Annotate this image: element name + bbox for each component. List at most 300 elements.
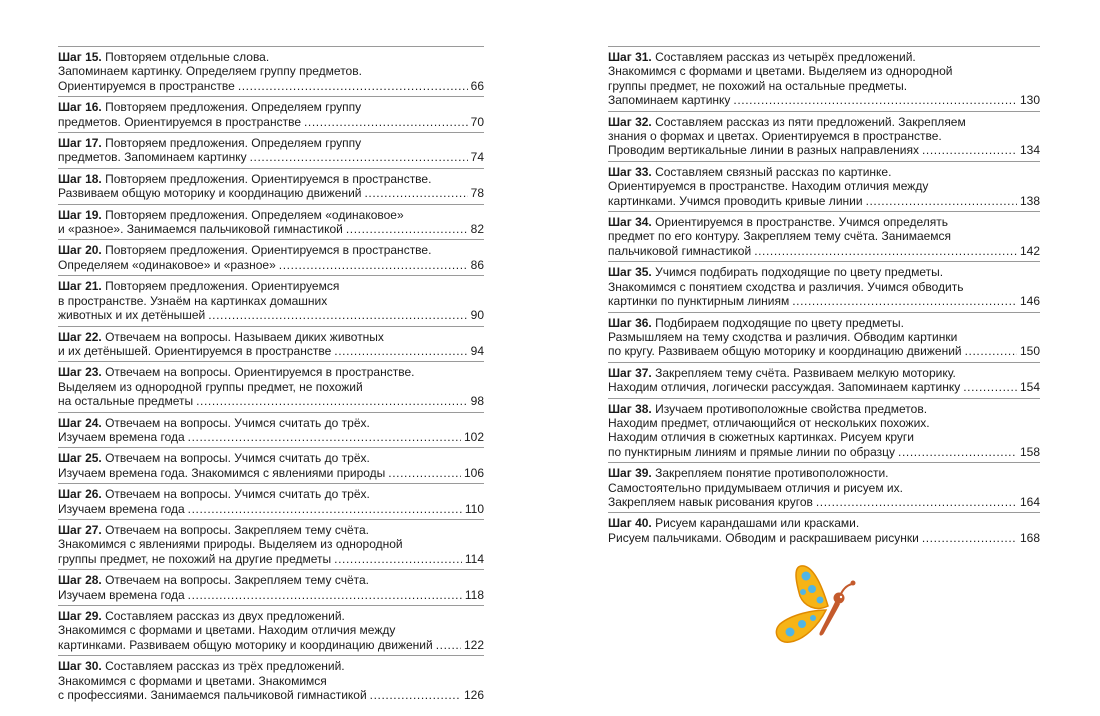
toc-entry-last-line (608, 294, 1040, 308)
toc-entry-line (608, 481, 1040, 495)
toc-left-column (58, 46, 484, 705)
toc-entry-29 (58, 605, 484, 655)
toc-entry-last-line (58, 588, 484, 602)
step-description: картинки по пунктирным линиям (608, 294, 790, 309)
step-description: Повторяем предложения. Ориентируемся (105, 279, 340, 294)
step-number: Шаг 28. (58, 573, 102, 588)
dot-leader (188, 502, 462, 516)
step-number: Шаг 21. (58, 279, 102, 294)
step-number: Шаг 22. (58, 329, 102, 344)
toc-entry-line (608, 115, 1040, 129)
step-description: Составляем рассказ из двух предложений. (105, 609, 345, 623)
toc-entry-text (58, 487, 370, 501)
dot-leader (334, 344, 467, 358)
step-description: Размышляем на тему сходства и различия. Обводим картинки (608, 329, 958, 344)
dot-leader (866, 194, 1017, 208)
step-description: Знакомимся с формами и цветами. Выделяем из однородной (608, 64, 953, 79)
toc-entry-text (58, 365, 414, 379)
toc-entry-text (608, 50, 916, 64)
toc-entry-line (608, 416, 1040, 430)
dot-leader (898, 445, 1017, 459)
toc-entry-text (58, 502, 185, 516)
toc-entry-text (608, 79, 907, 93)
toc-entry-line (58, 523, 484, 537)
toc-entry-text (58, 279, 339, 293)
toc-entry-text (608, 179, 928, 193)
toc-entry-22 (58, 326, 484, 362)
toc-entry-line (58, 416, 484, 430)
toc-entry-text (608, 531, 919, 545)
step-description: Рисуем карандашами или красками. (655, 516, 860, 531)
step-description: в пространстве. Узнаём на картинках домашних (58, 293, 328, 308)
toc-entry-last-line (608, 531, 1040, 545)
dot-leader (922, 531, 1017, 545)
step-description: и их детёнышей. Ориентируемся в пространстве (58, 343, 332, 358)
toc-entry-line (58, 609, 484, 623)
toc-entry-19 (58, 204, 484, 240)
toc-entry-38 (608, 398, 1040, 463)
step-number: Шаг 29. (58, 609, 102, 623)
page-number: 126 (463, 688, 484, 703)
toc-entry-line (608, 129, 1040, 143)
page-number: 74 (470, 150, 484, 165)
toc-entry-text (608, 416, 930, 430)
toc-entry-30 (58, 655, 484, 705)
toc-entry-21 (58, 275, 484, 325)
toc-entry-25 (58, 447, 484, 483)
toc-entry-text (58, 115, 301, 129)
toc-entry-line (58, 294, 484, 308)
dot-leader (792, 294, 1017, 308)
toc-entry-text (58, 330, 384, 344)
step-description: Повторяем предложения. Ориентируемся в пространстве. (105, 243, 432, 258)
dot-leader (965, 344, 1017, 358)
toc-entry-text (58, 344, 331, 358)
dot-leader (208, 308, 467, 322)
step-description: по кругу. Развиваем общую моторику и координацию движений (608, 344, 962, 359)
dot-leader (733, 93, 1017, 107)
toc-entry-last-line (608, 495, 1040, 509)
toc-entry-text (58, 688, 367, 702)
step-number: Шаг 23. (58, 365, 102, 380)
page-number: 142 (1019, 243, 1040, 258)
page-number: 134 (1019, 143, 1040, 158)
step-description: Изучаем времена года (58, 587, 185, 602)
toc-entry-text (608, 430, 914, 444)
toc-entry-last-line (608, 344, 1040, 358)
toc-entry-line (58, 208, 484, 222)
page-number: 102 (463, 429, 484, 444)
step-description: Самостоятельно придумываем отличия и рисуем их. (608, 480, 903, 495)
step-description: группы предмет, не похожий на другие предметы (58, 551, 332, 566)
toc-entry-34 (608, 211, 1040, 261)
toc-entry-last-line (608, 93, 1040, 107)
toc-right-column (608, 46, 1040, 548)
step-description: Повторяем отдельные слова. (105, 50, 270, 64)
page-number: 138 (1019, 193, 1040, 208)
toc-entry-27 (58, 519, 484, 569)
toc-entry-text (58, 609, 345, 623)
step-description: Повторяем предложения. Определяем «одинаковое» (105, 207, 404, 222)
step-description: Находим предмет, отличающийся от нескольких похожих. (608, 415, 930, 430)
toc-entry-text (58, 588, 185, 602)
step-description: Учимся подбирать подходящие по цвету предметы. (655, 265, 944, 280)
step-number: Шаг 31. (608, 50, 652, 64)
toc-entry-last-line (58, 552, 484, 566)
step-number: Шаг 20. (58, 243, 102, 258)
step-description: Проводим вертикальные линии в разных направлениях (608, 143, 919, 158)
dot-leader (279, 258, 468, 272)
dot-leader (754, 244, 1017, 258)
toc-entry-text (58, 100, 361, 114)
toc-entry-line (608, 50, 1040, 64)
toc-entry-text (58, 416, 370, 430)
toc-entry-text (608, 129, 942, 143)
step-description: знания о формах и цветах. Ориентируемся в пространстве. (608, 129, 942, 144)
toc-entry-line (608, 280, 1040, 294)
step-description: Находим отличия, логически рассуждая. Запоминаем картинку (608, 380, 961, 395)
dot-leader (922, 143, 1017, 157)
page-number: 114 (464, 551, 484, 566)
step-description: Знакомимся с формами и цветами. Знакомимся (58, 673, 327, 688)
step-description: Изучаем времена года. Знакомимся с явлениями природы (58, 465, 386, 480)
step-description: Развиваем общую моторику и координацию движений (58, 186, 362, 201)
step-description: Повторяем предложения. Определяем группу (105, 136, 362, 151)
toc-entry-text (58, 394, 193, 408)
step-description: пальчиковой гимнастикой (608, 243, 752, 258)
toc-entry-text (58, 136, 361, 150)
step-description: Отвечаем на вопросы. Ориентируемся в пространстве. (105, 365, 415, 380)
step-number: Шаг 37. (608, 365, 652, 380)
toc-entry-last-line (58, 258, 484, 272)
toc-entry-line (58, 279, 484, 293)
page-number: 86 (470, 257, 484, 272)
toc-entry-18 (58, 168, 484, 204)
dot-leader (304, 115, 468, 129)
toc-entry-last-line (58, 394, 484, 408)
toc-entry-26 (58, 483, 484, 519)
step-number: Шаг 19. (58, 207, 102, 222)
step-number: Шаг 25. (58, 451, 102, 466)
dot-leader (816, 495, 1017, 509)
step-description: Составляем связный рассказ по картинке. (655, 164, 892, 179)
toc-entry-text (608, 194, 863, 208)
toc-entry-text (608, 316, 904, 330)
toc-entry-line (608, 265, 1040, 279)
step-description: Определяем «одинаковое» и «разное» (58, 257, 276, 272)
toc-entry-text (58, 451, 370, 465)
page-number: 146 (1019, 294, 1040, 309)
toc-entry-text (608, 265, 943, 279)
step-description: Повторяем предложения. Определяем группу (105, 100, 362, 115)
toc-entry-line (58, 50, 484, 64)
butterfly-icon (770, 562, 866, 654)
step-description: предметов. Запоминаем картинку (58, 150, 247, 165)
toc-entry-text (58, 659, 345, 673)
toc-entry-text (608, 244, 751, 258)
toc-entry-line (58, 243, 484, 257)
step-description: Знакомимся с явлениями природы. Выделяем из однородной (58, 537, 403, 552)
step-number: Шаг 26. (58, 487, 102, 502)
toc-entry-line (58, 365, 484, 379)
toc-entry-31 (608, 46, 1040, 111)
toc-entry-line (58, 674, 484, 688)
toc-entry-last-line (608, 194, 1040, 208)
step-description: Запоминаем картинку (608, 93, 731, 108)
toc-entry-text (608, 280, 964, 294)
step-number: Шаг 16. (58, 100, 102, 115)
page-number: 94 (470, 343, 484, 358)
step-description: картинками. Учимся проводить кривые линии (608, 193, 863, 208)
toc-entry-20 (58, 239, 484, 275)
dot-leader (370, 688, 461, 702)
step-description: Закрепляем навык рисования кругов (608, 494, 813, 509)
toc-entry-last-line (58, 115, 484, 129)
toc-entry-text (58, 573, 369, 587)
step-number: Шаг 36. (608, 315, 652, 330)
toc-entry-line (608, 229, 1040, 243)
toc-entry-33 (608, 161, 1040, 211)
page-number: 118 (464, 587, 484, 602)
step-number: Шаг 18. (58, 171, 102, 186)
page-number: 150 (1019, 344, 1040, 359)
step-number: Шаг 24. (58, 415, 102, 430)
toc-entry-line (58, 623, 484, 637)
toc-entry-text (608, 366, 956, 380)
toc-entry-text (608, 229, 951, 243)
toc-entry-text (58, 537, 403, 551)
step-number: Шаг 39. (608, 466, 652, 481)
step-description: Знакомимся с формами и цветами. Находим отличия между (58, 623, 396, 638)
step-description: Составляем рассказ из пяти предложений. Закрепляем (655, 114, 966, 129)
dot-leader (436, 638, 461, 652)
step-description: Закрепляем понятие противоположности. (655, 466, 889, 481)
step-description: Находим отличия в сюжетных картинках. Рисуем круги (608, 430, 914, 445)
toc-entry-text (608, 143, 919, 157)
toc-entry-last-line (58, 466, 484, 480)
page-number: 154 (1019, 380, 1040, 395)
toc-entry-text (608, 93, 730, 107)
toc-entry-line (608, 165, 1040, 179)
toc-entry-text (58, 308, 205, 322)
toc-entry-line (58, 64, 484, 78)
dot-leader (334, 552, 462, 566)
toc-entry-last-line (58, 688, 484, 702)
toc-entry-24 (58, 412, 484, 448)
toc-entry-16 (58, 96, 484, 132)
toc-entry-text (58, 380, 363, 394)
page-number: 82 (470, 222, 484, 237)
step-description: Составляем рассказ из трёх предложений. (105, 659, 345, 674)
toc-entry-text (58, 258, 276, 272)
toc-entry-37 (608, 362, 1040, 398)
toc-entry-last-line (58, 638, 484, 652)
toc-entry-39 (608, 462, 1040, 512)
step-description: Отвечаем на вопросы. Закрепляем тему счёта. (105, 573, 369, 588)
page-number: 130 (1019, 93, 1040, 108)
toc-entry-last-line (608, 380, 1040, 394)
toc-entry-text (58, 243, 431, 257)
toc-entry-15 (58, 46, 484, 96)
step-number: Шаг 32. (608, 114, 652, 129)
page-number: 158 (1019, 444, 1040, 459)
toc-entry-text (58, 552, 331, 566)
step-description: Отвечаем на вопросы. Закрепляем тему счёта. (105, 522, 369, 537)
page-number: 78 (470, 186, 484, 201)
toc-entry-text (608, 115, 966, 129)
step-description: Отвечаем на вопросы. Называем диких животных (105, 329, 384, 344)
page-number: 122 (463, 637, 484, 652)
page-number: 98 (470, 394, 484, 409)
toc-entry-last-line (58, 79, 484, 93)
toc-entry-line (58, 659, 484, 673)
toc-entry-line (58, 487, 484, 501)
step-description: картинками. Развиваем общую моторику и координацию движений (58, 637, 433, 652)
dot-leader (188, 430, 461, 444)
step-description: Знакомимся с понятием сходства и различия. Учимся обводить (608, 279, 964, 294)
toc-entry-text (608, 380, 960, 394)
step-description: Запоминаем картинку. Определяем группу предметов. (58, 64, 362, 79)
dot-leader (364, 186, 467, 200)
step-description: Ориентируемся в пространстве (58, 78, 235, 93)
page-number: 106 (463, 465, 484, 480)
toc-entry-last-line (58, 308, 484, 322)
toc-entry-last-line (58, 186, 484, 200)
toc-entry-text (58, 79, 235, 93)
toc-entry-text (58, 430, 185, 444)
step-description: Отвечаем на вопросы. Учимся считать до трёх. (105, 451, 370, 466)
toc-entry-text (58, 50, 269, 64)
toc-entry-text (58, 222, 343, 236)
step-number: Шаг 40. (608, 516, 652, 531)
step-description: с профессиями. Занимаемся пальчиковой гимнастикой (58, 688, 367, 703)
toc-entry-line (58, 380, 484, 394)
step-description: Составляем рассказ из четырёх предложений. (655, 50, 916, 64)
step-description: Отвечаем на вопросы. Учимся считать до трёх. (105, 487, 370, 502)
toc-entry-text (58, 186, 361, 200)
toc-entry-text (608, 215, 948, 229)
toc-entry-last-line (608, 143, 1040, 157)
toc-entry-40 (608, 512, 1040, 548)
toc-entry-28 (58, 569, 484, 605)
step-number: Шаг 17. (58, 136, 102, 151)
toc-entry-35 (608, 261, 1040, 311)
toc-entry-text (608, 344, 962, 358)
step-description: Ориентируемся в пространстве. Учимся определять (655, 215, 949, 230)
step-number: Шаг 38. (608, 401, 652, 416)
page-number: 66 (470, 78, 484, 93)
toc-entry-text (608, 516, 859, 530)
step-number: Шаг 33. (608, 164, 652, 179)
step-description: Подбираем подходящие по цвету предметы. (655, 315, 905, 330)
toc-entry-last-line (58, 222, 484, 236)
toc-entry-line (608, 516, 1040, 530)
step-description: Закрепляем тему счёта. Развиваем мелкую моторику. (655, 365, 956, 380)
dot-leader (963, 380, 1017, 394)
step-description: Выделяем из однородной группы предмет, не похожий (58, 379, 363, 394)
toc-entry-17 (58, 132, 484, 168)
toc-entry-line (608, 430, 1040, 444)
toc-entry-32 (608, 111, 1040, 161)
page-number: 70 (470, 114, 484, 129)
step-description: Рисуем пальчиками. Обводим и раскрашиваем рисунки (608, 530, 919, 545)
dot-leader (346, 222, 468, 236)
toc-entry-text (58, 172, 431, 186)
dot-leader (238, 79, 468, 93)
toc-entry-text (58, 523, 369, 537)
toc-entry-text (608, 330, 957, 344)
toc-entry-line (608, 316, 1040, 330)
step-description: предметов. Ориентируемся в пространстве (58, 114, 301, 129)
step-description: Ориентируемся в пространстве. Находим отличия между (608, 179, 929, 194)
toc-entry-text (608, 294, 789, 308)
dot-leader (388, 466, 461, 480)
toc-entry-line (608, 64, 1040, 78)
step-description: Повторяем предложения. Ориентируемся в пространстве. (105, 171, 432, 186)
toc-entry-line (58, 330, 484, 344)
toc-entry-last-line (608, 244, 1040, 258)
toc-entry-text (58, 150, 247, 164)
toc-entry-23 (58, 361, 484, 411)
toc-entry-line (608, 79, 1040, 93)
toc-entry-line (608, 402, 1040, 416)
dot-leader (188, 588, 462, 602)
toc-entry-line (58, 100, 484, 114)
step-description: на остальные предметы (58, 394, 194, 409)
step-description: по пунктирным линиям и прямые линии по образцу (608, 444, 896, 459)
toc-entry-36 (608, 312, 1040, 362)
step-description: Изучаем времена года (58, 501, 185, 516)
step-number: Шаг 15. (58, 50, 102, 64)
toc-entry-text (608, 445, 895, 459)
step-description: животных и их детёнышей (58, 308, 206, 323)
toc-entry-text (608, 165, 891, 179)
toc-entry-line (58, 136, 484, 150)
toc-entry-text (608, 466, 889, 480)
toc-entry-line (608, 330, 1040, 344)
toc-entry-line (58, 573, 484, 587)
step-number: Шаг 34. (608, 215, 652, 230)
toc-entry-line (608, 215, 1040, 229)
page-number: 164 (1019, 494, 1040, 509)
dot-leader (250, 150, 468, 164)
toc-entry-text (608, 495, 813, 509)
toc-entry-last-line (58, 502, 484, 516)
toc-entry-line (58, 172, 484, 186)
page-number: 168 (1019, 530, 1040, 545)
toc-entry-last-line (58, 150, 484, 164)
step-number: Шаг 27. (58, 522, 102, 537)
page-number: 90 (470, 308, 484, 323)
toc-entry-text (58, 638, 433, 652)
toc-entry-last-line (58, 344, 484, 358)
step-description: Изучаем времена года (58, 429, 185, 444)
toc-entry-line (58, 451, 484, 465)
step-number: Шаг 35. (608, 265, 652, 280)
page-number: 110 (464, 501, 484, 516)
step-description: группы предмет, не похожий на остальные предметы. (608, 78, 908, 93)
toc-entry-last-line (608, 445, 1040, 459)
step-description: Отвечаем на вопросы. Учимся считать до трёх. (105, 415, 370, 430)
toc-entry-text (608, 481, 903, 495)
step-number: Шаг 30. (58, 659, 102, 674)
toc-entry-text (608, 402, 927, 416)
toc-entry-text (608, 64, 953, 78)
dot-leader (196, 394, 468, 408)
toc-entry-line (608, 366, 1040, 380)
toc-entry-text (58, 64, 362, 78)
toc-entry-text (58, 294, 327, 308)
